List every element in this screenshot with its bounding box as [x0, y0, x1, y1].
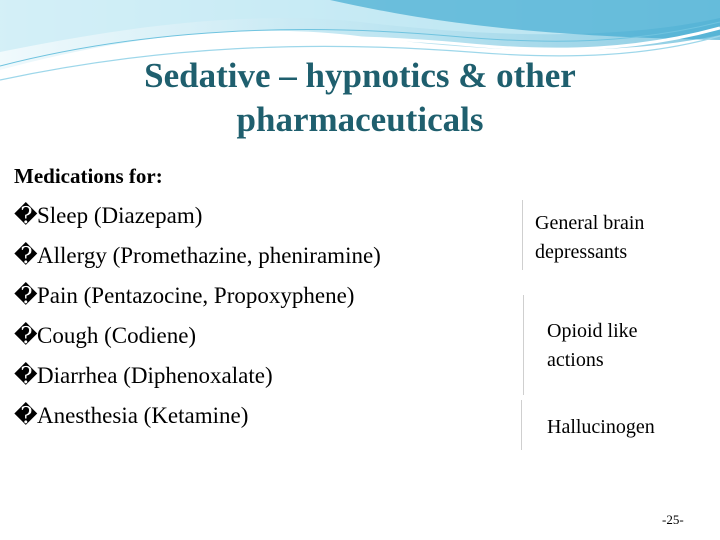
list-item: [14, 320, 381, 360]
list-item: [14, 360, 381, 400]
category-hallucinogen: [547, 413, 687, 442]
medication-label: Pain (Pentazocine, Propoxyphene): [37, 283, 355, 308]
list-item: [14, 400, 381, 440]
medication-label: Diarrhea (Diphenoxalate): [37, 363, 273, 388]
bullet-icon: �: [14, 283, 38, 308]
slide-title: Sedative – hypnotics & other pharmaceuticals: [144, 56, 576, 139]
bullet-icon: �: [14, 243, 38, 268]
medication-label: Allergy (Promethazine, pheniramine): [37, 243, 381, 268]
group-divider-line: [523, 295, 524, 395]
category-label: Opioid like actions: [547, 320, 638, 371]
bullet-icon: �: [14, 363, 38, 388]
medication-label: Cough (Codiene): [37, 323, 197, 348]
page-number: -25-: [662, 512, 684, 527]
category-opioid-like-actions: [547, 317, 687, 375]
medication-list: [14, 200, 381, 440]
group-divider-line: [522, 200, 523, 270]
medication-label: Sleep (Diazepam): [37, 203, 203, 228]
medication-label: Anesthesia (Ketamine): [37, 403, 249, 428]
category-label: Hallucinogen: [547, 416, 655, 438]
category-label: General brain depressants: [535, 212, 645, 263]
list-item: [14, 240, 381, 280]
list-item: [14, 280, 381, 320]
bullet-icon: �: [14, 403, 38, 428]
bullet-icon: �: [14, 323, 38, 348]
list-item: [14, 200, 381, 240]
bullet-icon: �: [14, 203, 38, 228]
category-general-brain-depressants: [535, 209, 675, 267]
group-divider-line: [521, 400, 522, 450]
medications-subtitle: Medications for:: [14, 164, 163, 188]
